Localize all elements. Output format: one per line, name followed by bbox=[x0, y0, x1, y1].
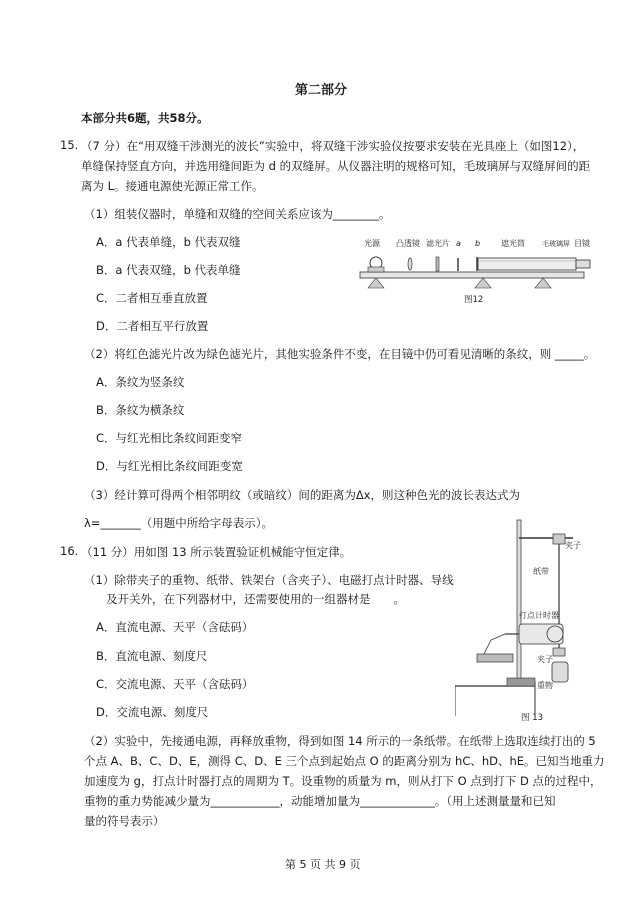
fig13-caption: 图 13 bbox=[521, 713, 544, 723]
figure-12-optical-bench bbox=[358, 236, 598, 306]
fig13-timer bbox=[519, 624, 563, 644]
q16-part2-line4: 重物的重力势能减少量为____________，动能增加量为_____________。（用上述测量量和已知 bbox=[84, 794, 556, 808]
q15-part2-option-c: C．与红光相比条纹间距变窄 bbox=[96, 431, 243, 445]
fig12-filter bbox=[436, 257, 439, 271]
fig12-label-light-source: 光源 bbox=[364, 239, 380, 248]
fig12-lens bbox=[408, 258, 412, 270]
fig12-label-filter: 滤光片 bbox=[426, 239, 450, 248]
q15-part2-stem: （2）将红色滤光片改为绿色滤光片，其他实验条件不变，在目镜中仍可看见清晰的条纹，则 _____。 bbox=[84, 347, 596, 361]
q15-stem-line3: 离为 L。接通电源使光源正常工作。 bbox=[81, 179, 264, 193]
fig13-label-paper-tape: 纸带 bbox=[533, 567, 549, 576]
section-intro: 本部分共6题，共58分。 bbox=[81, 111, 209, 125]
fig12-light-tube bbox=[478, 258, 576, 270]
section-title: 第二部分 bbox=[295, 83, 348, 98]
q15-part2-option-d: D．与红光相比条纹间距变宽 bbox=[96, 459, 243, 473]
fig12-caption: 图12 bbox=[464, 295, 484, 305]
fig12-label-eyepiece: 目镜 bbox=[574, 239, 590, 248]
q16-part1-stem-line2: 及开关外，在下列器材中，还需要使用的一组器材是 。 bbox=[106, 592, 405, 606]
fig13-label-timer: 打点计时器 bbox=[519, 611, 559, 620]
fig13-label-clamp-bottom: 夹子 bbox=[537, 655, 553, 664]
q16-part1-option-c: C．交流电源、天平（含砝码） bbox=[96, 677, 254, 691]
q15-part1-option-c: C．二者相互垂直放置 bbox=[96, 291, 208, 305]
q16-part2-line2: 个点 A、B、C、D、E，测得 C、D、E 三个点到起始点 O 的距离分别为 hC、hD、hE。已知当地重力 bbox=[84, 754, 605, 768]
fig13-label-clamp-top: 夹子 bbox=[565, 541, 581, 550]
q16-part2-line1: （2）实验中，先接通电源，再释放重物，得到如图 14 所示的一条纸带。在纸带上选取连续打出的 5 bbox=[84, 734, 596, 748]
fig13-weight bbox=[552, 662, 568, 682]
q15-stem-line2: 单缝保持竖直方向，并选用缝间距为 d 的双缝屏。从仪器注明的规格可知，毛玻璃屏与双缝屏间的距 bbox=[81, 159, 591, 173]
q15-part3-answer: λ=_______（用题中所给字母表示）。 bbox=[84, 516, 273, 530]
fig12-label-a: a bbox=[456, 239, 461, 248]
fig12-label-screen: 毛玻璃屏 bbox=[542, 240, 570, 248]
q16-part2-line3: 加速度为 g，打点计时器打点的周期为 T。设重物的质量为 m，则从打下 O 点到打下 D 点的过程中， bbox=[84, 774, 602, 788]
q16-part1-option-a: A．直流电源、天平（含砝码） bbox=[96, 620, 254, 634]
page-footer: 第 5 页 共 9 页 bbox=[285, 858, 361, 871]
fig12-eyepiece bbox=[576, 260, 590, 268]
q15-number: 15. bbox=[60, 138, 79, 152]
q15-part2-option-a: A．条纹为竖条纹 bbox=[96, 375, 185, 389]
q16-part1-option-b: B．直流电源、刻度尺 bbox=[96, 649, 208, 663]
q15-part1-stem: （1）组装仪器时，单缝和双缝的空间关系应该为________。 bbox=[84, 207, 391, 221]
q15-part1-option-b: B．a 代表双缝，b 代表单缝 bbox=[96, 263, 241, 277]
q16-part2-line5: 量的符号表示） bbox=[84, 814, 165, 828]
q16-number: 16. bbox=[60, 544, 79, 558]
fig12-bench-rail bbox=[360, 272, 584, 278]
fig12-label-convex-lens: 凸透镜 bbox=[396, 239, 420, 248]
q16-stem-line1: （11 分）用如图 13 所示装置验证机械能守恒定律。 bbox=[81, 545, 352, 559]
q15-part1-option-a: A．a 代表单缝，b 代表双缝 bbox=[96, 235, 241, 249]
q16-part1-option-d: D．交流电源、刻度尺 bbox=[96, 705, 209, 719]
fig13-label-weight: 重物 bbox=[537, 681, 553, 690]
fig13-stand-rod bbox=[517, 520, 521, 682]
q15-part3-stem: （3）经计算可得两个相邻明纹（或暗纹）间的距离为Δx，则这种色光的波长表达式为 bbox=[84, 488, 520, 502]
figure-13-free-fall-apparatus bbox=[455, 516, 595, 726]
fig12-label-b: b bbox=[475, 239, 481, 248]
q15-part1-option-d: D．二者相互平行放置 bbox=[96, 319, 209, 333]
q15-stem-line1: （7 分）在“用双缝干涉测光的波长”实验中，将双缝干涉实验仪按要求安装在光具座上（如图12）， bbox=[81, 139, 585, 153]
q16-part1-stem-line1: （1）除带夹子的重物、纸带、铁架台（含夹子）、电磁打点计时器、导线 bbox=[84, 573, 454, 587]
fig12-label-tube: 遮光筒 bbox=[501, 239, 525, 248]
q15-part2-option-b: B．条纹为横条纹 bbox=[96, 403, 185, 417]
